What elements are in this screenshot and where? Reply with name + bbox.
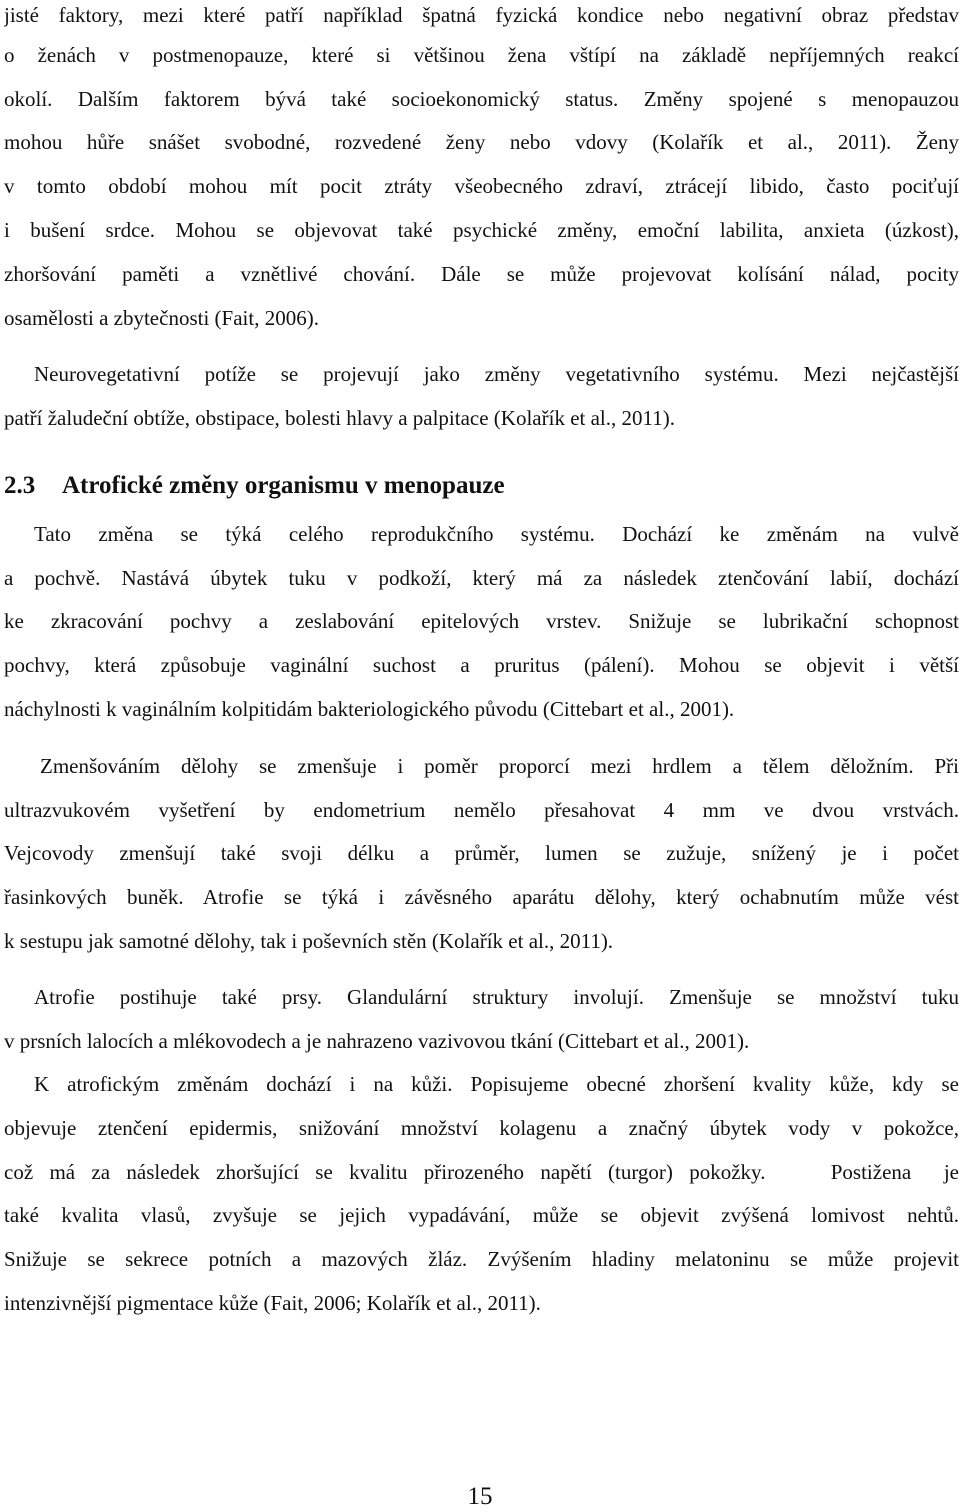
text-line: Vejcovody zmenšují také svoji délku a průměr, lumen se zužuje, snížený je i počet [4, 841, 959, 865]
text-line: zhoršování paměti a vznětlivé chování. Dále se může projevovat kolísání nálad, pocity [4, 262, 959, 286]
text-line: intenzivnější pigmentace kůže (Fait, 2006; Kolařík et al., 2011). [4, 1291, 541, 1315]
text-line: pochvy, která způsobuje vaginální suchost a pruritus (pálení). Mohou se objevit i větší [4, 653, 959, 677]
text-line: v prsních lalocích a mlékovodech a je nahrazeno vazivovou tkání (Cittebart et al., 2001). [4, 1029, 750, 1053]
text-line: mohou hůře snášet svobodné, rozvedené ženy nebo vdovy (Kolařík et al., 2011). Ženy [4, 130, 959, 154]
text-line: k sestupu jak samotné dělohy, tak i poševních stěn (Kolařík et al., 2011). [4, 929, 614, 953]
section-number: 2.3 [4, 472, 36, 499]
text-line: i bušení srdce. Mohou se objevovat také psychické změny, emoční labilita, anxieta (úzkost), [4, 218, 959, 242]
text-line: Snižuje se sekrece potních a mazových žláz. Zvýšením hladiny melatoninu se může projevit [4, 1247, 959, 1271]
text-line: což má za následek zhoršující se kvalitu přirozeného napětí (turgor) pokožky. Postižena je [4, 1160, 959, 1184]
text-line: osamělosti a zbytečnosti (Fait, 2006). [4, 306, 319, 330]
text-line: náchylnosti k vaginálním kolpitidám bakteriologického původu (Cittebart et al., 2001). [4, 697, 735, 721]
text-line: také kvalita vlasů, zvyšuje se jejich vypadávání, může se objevit zvýšená lomivost nehtů. [4, 1203, 959, 1227]
text-line: ke zkracování pochvy a zeslabování epitelových vrstev. Snižuje se lubrikační schopnost [4, 609, 959, 633]
text-line: o ženách v postmenopauze, které si většinou žena vštípí na základě nepříjemných reakcí [4, 43, 959, 67]
text-line: a pochvě. Nastává úbytek tuku v podkoží, který má za následek ztenčování labií, dochází [4, 566, 959, 590]
text-line: K atrofickým změnám dochází i na kůži. Popisujeme obecné zhoršení kvality kůže, kdy se [34, 1072, 959, 1096]
page-number: 15 [467, 1483, 493, 1510]
text-line: Atrofie postihuje také prsy. Glandulární struktury involují. Zmenšuje se množství tuku [34, 985, 959, 1009]
text-line: patří žaludeční obtíže, obstipace, bolesti hlavy a palpitace (Kolařík et al., 2011). [4, 406, 675, 430]
section-heading [4, 470, 959, 502]
text-line: v tomto období mohou mít pocit ztráty všeobecného zdraví, ztrácejí libido, často pociťují [4, 174, 959, 198]
text-line: Tato změna se týká celého reprodukčního systému. Dochází ke změnám na vulvě [34, 522, 959, 546]
text-line: Zmenšováním dělohy se zmenšuje i poměr proporcí mezi hrdlem a tělem děložním. Při [40, 754, 959, 778]
document-page [4, 0, 959, 1511]
text-line: ultrazvukovém vyšetření by endometrium nemělo přesahovat 4 mm ve dvou vrstvách. [4, 798, 959, 822]
text-line: řasinkových buněk. Atrofie se týká i závěsného aparátu dělohy, který ochabnutím může vést [4, 885, 959, 909]
text-line: jisté faktory, mezi které patří například špatná fyzická kondice nebo negativní obraz představ [4, 3, 959, 27]
section-title: Atrofické změny organismu v menopauze [62, 472, 505, 499]
text-line: Neurovegetativní potíže se projevují jako změny vegetativního systému. Mezi nejčastější [34, 362, 959, 386]
text-line: okolí. Dalším faktorem bývá také socioekonomický status. Změny spojené s menopauzou [4, 87, 959, 111]
text-line: objevuje ztenčení epidermis, snižování množství kolagenu a značný úbytek vody v pokožce, [4, 1116, 959, 1140]
